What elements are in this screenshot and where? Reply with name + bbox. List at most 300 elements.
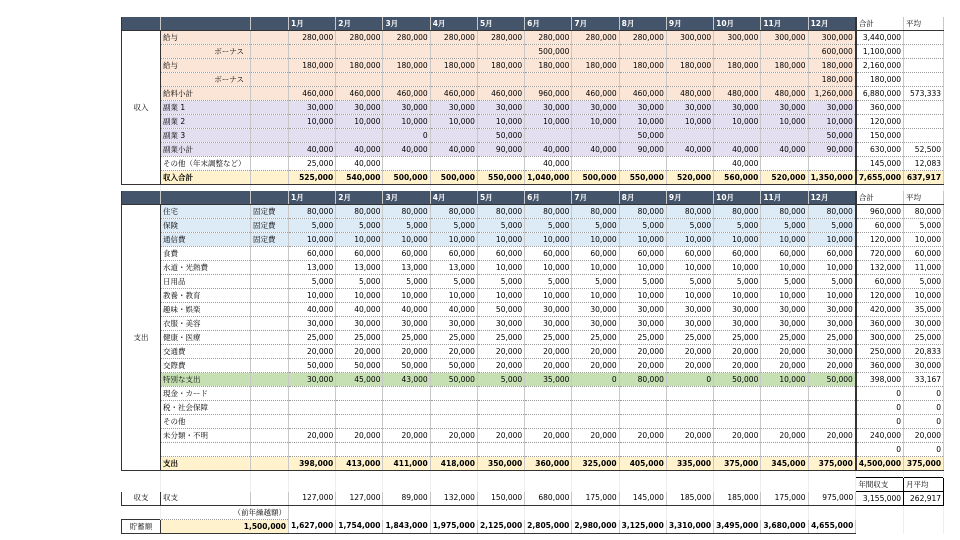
income-month-value[interactable]: 10,000 bbox=[430, 115, 477, 129]
expense-month-value[interactable]: 20,000 bbox=[477, 429, 524, 443]
expense-month-value[interactable] bbox=[525, 443, 572, 457]
expense-month-value[interactable]: 20,000 bbox=[761, 359, 808, 373]
income-month-value[interactable]: 40,000 bbox=[430, 143, 477, 157]
expense-month-value[interactable]: 10,000 bbox=[714, 233, 761, 247]
income-month-value[interactable] bbox=[477, 45, 524, 59]
expense-month-value[interactable] bbox=[383, 401, 430, 415]
expense-month-value[interactable]: 80,000 bbox=[619, 373, 666, 387]
expense-month-value[interactable] bbox=[430, 401, 477, 415]
expense-month-value[interactable]: 30,000 bbox=[572, 317, 619, 331]
expense-month-value[interactable]: 80,000 bbox=[430, 205, 477, 219]
expense-month-value[interactable]: 13,000 bbox=[430, 261, 477, 275]
expense-month-value[interactable]: 10,000 bbox=[430, 289, 477, 303]
income-month-value[interactable]: 180,000 bbox=[666, 59, 713, 73]
expense-month-value[interactable]: 5,000 bbox=[572, 219, 619, 233]
expense-month-value[interactable]: 25,000 bbox=[525, 331, 572, 345]
expense-month-value[interactable]: 50,000 bbox=[808, 373, 856, 387]
income-month-value[interactable]: 1,260,000 bbox=[808, 87, 856, 101]
expense-month-value[interactable]: 50,000 bbox=[430, 373, 477, 387]
expense-month-value[interactable]: 60,000 bbox=[336, 247, 383, 261]
income-month-value[interactable]: 460,000 bbox=[336, 87, 383, 101]
expense-month-value[interactable]: 30,000 bbox=[572, 303, 619, 317]
expense-month-value[interactable]: 5,000 bbox=[572, 275, 619, 289]
expense-month-value[interactable] bbox=[714, 387, 761, 401]
income-month-value[interactable] bbox=[383, 45, 430, 59]
income-month-value[interactable] bbox=[761, 45, 808, 59]
expense-month-value[interactable]: 25,000 bbox=[619, 331, 666, 345]
expense-month-value[interactable]: 25,000 bbox=[289, 331, 336, 345]
income-month-value[interactable] bbox=[525, 129, 572, 143]
income-month-value[interactable]: 50,000 bbox=[477, 129, 524, 143]
income-month-value[interactable]: 180,000 bbox=[808, 73, 856, 87]
expense-month-value[interactable]: 20,000 bbox=[714, 359, 761, 373]
expense-month-value[interactable]: 10,000 bbox=[761, 289, 808, 303]
income-month-value[interactable]: 960,000 bbox=[525, 87, 572, 101]
expense-month-value[interactable]: 5,000 bbox=[430, 275, 477, 289]
expense-month-value[interactable]: 20,000 bbox=[666, 429, 713, 443]
expense-month-value[interactable]: 10,000 bbox=[761, 233, 808, 247]
expense-month-value[interactable]: 20,000 bbox=[761, 345, 808, 359]
income-month-value[interactable]: 540,000 bbox=[336, 171, 383, 185]
expense-month-value[interactable]: 30,000 bbox=[289, 373, 336, 387]
expense-month-value[interactable]: 5,000 bbox=[619, 275, 666, 289]
income-month-value[interactable]: 280,000 bbox=[430, 31, 477, 45]
savings-initial[interactable]: 1,500,000 bbox=[161, 520, 289, 534]
expense-month-value[interactable]: 80,000 bbox=[666, 205, 713, 219]
expense-month-value[interactable]: 10,000 bbox=[572, 289, 619, 303]
income-month-value[interactable] bbox=[714, 129, 761, 143]
income-month-value[interactable]: 40,000 bbox=[666, 143, 713, 157]
income-month-value[interactable] bbox=[430, 157, 477, 171]
expense-month-value[interactable]: 10,000 bbox=[666, 289, 713, 303]
expense-month-value[interactable]: 10,000 bbox=[761, 373, 808, 387]
income-month-value[interactable] bbox=[477, 157, 524, 171]
expense-month-value[interactable] bbox=[714, 401, 761, 415]
expense-month-value[interactable]: 0 bbox=[666, 373, 713, 387]
income-month-value[interactable]: 180,000 bbox=[714, 59, 761, 73]
balance-month-value[interactable]: 175,000 bbox=[761, 492, 808, 506]
expense-month-value[interactable]: 60,000 bbox=[808, 247, 856, 261]
balance-month-value[interactable]: 132,000 bbox=[430, 492, 477, 506]
expense-month-value[interactable]: 411,000 bbox=[383, 457, 430, 471]
income-month-value[interactable]: 600,000 bbox=[808, 45, 856, 59]
income-month-value[interactable]: 460,000 bbox=[477, 87, 524, 101]
expense-month-value[interactable]: 10,000 bbox=[477, 289, 524, 303]
income-month-value[interactable]: 500,000 bbox=[383, 171, 430, 185]
expense-month-value[interactable]: 50,000 bbox=[336, 359, 383, 373]
expense-month-value[interactable] bbox=[808, 387, 856, 401]
expense-month-value[interactable]: 5,000 bbox=[383, 219, 430, 233]
income-month-value[interactable]: 25,000 bbox=[289, 157, 336, 171]
expense-month-value[interactable]: 60,000 bbox=[477, 247, 524, 261]
income-month-value[interactable]: 520,000 bbox=[761, 171, 808, 185]
expense-month-value[interactable]: 20,000 bbox=[619, 345, 666, 359]
expense-month-value[interactable]: 20,000 bbox=[808, 429, 856, 443]
expense-month-value[interactable]: 25,000 bbox=[714, 331, 761, 345]
income-month-value[interactable] bbox=[666, 45, 713, 59]
expense-month-value[interactable]: 20,000 bbox=[714, 345, 761, 359]
income-month-value[interactable]: 180,000 bbox=[525, 59, 572, 73]
expense-month-value[interactable] bbox=[336, 387, 383, 401]
expense-month-value[interactable]: 40,000 bbox=[336, 303, 383, 317]
expense-month-value[interactable]: 30,000 bbox=[477, 317, 524, 331]
expense-month-value[interactable]: 60,000 bbox=[289, 247, 336, 261]
expense-month-value[interactable] bbox=[383, 415, 430, 429]
expense-month-value[interactable]: 405,000 bbox=[619, 457, 666, 471]
income-month-value[interactable]: 180,000 bbox=[383, 59, 430, 73]
income-month-value[interactable]: 280,000 bbox=[477, 31, 524, 45]
income-month-value[interactable]: 10,000 bbox=[714, 115, 761, 129]
expense-month-value[interactable]: 5,000 bbox=[525, 219, 572, 233]
expense-month-value[interactable]: 20,000 bbox=[430, 345, 477, 359]
expense-month-value[interactable]: 10,000 bbox=[572, 261, 619, 275]
income-month-value[interactable]: 40,000 bbox=[525, 157, 572, 171]
income-month-value[interactable]: 460,000 bbox=[289, 87, 336, 101]
income-month-value[interactable]: 40,000 bbox=[336, 143, 383, 157]
income-month-value[interactable]: 40,000 bbox=[572, 143, 619, 157]
expense-month-value[interactable] bbox=[808, 443, 856, 457]
expense-month-value[interactable]: 30,000 bbox=[525, 303, 572, 317]
balance-month-value[interactable]: 127,000 bbox=[289, 492, 336, 506]
expense-month-value[interactable]: 325,000 bbox=[572, 457, 619, 471]
income-month-value[interactable]: 300,000 bbox=[666, 31, 713, 45]
income-month-value[interactable]: 460,000 bbox=[430, 87, 477, 101]
income-month-value[interactable] bbox=[336, 129, 383, 143]
income-month-value[interactable]: 550,000 bbox=[477, 171, 524, 185]
expense-month-value[interactable]: 40,000 bbox=[289, 303, 336, 317]
expense-month-value[interactable]: 20,000 bbox=[525, 345, 572, 359]
expense-month-value[interactable]: 5,000 bbox=[714, 219, 761, 233]
expense-month-value[interactable]: 20,000 bbox=[430, 429, 477, 443]
expense-month-value[interactable]: 20,000 bbox=[619, 429, 666, 443]
expense-month-value[interactable]: 20,000 bbox=[572, 345, 619, 359]
expense-month-value[interactable]: 30,000 bbox=[761, 317, 808, 331]
income-month-value[interactable] bbox=[619, 45, 666, 59]
expense-month-value[interactable] bbox=[525, 387, 572, 401]
expense-month-value[interactable] bbox=[430, 387, 477, 401]
expense-month-value[interactable]: 13,000 bbox=[336, 261, 383, 275]
expense-month-value[interactable] bbox=[808, 401, 856, 415]
expense-month-value[interactable]: 80,000 bbox=[383, 205, 430, 219]
income-month-value[interactable] bbox=[714, 73, 761, 87]
expense-month-value[interactable] bbox=[761, 443, 808, 457]
expense-month-value[interactable]: 60,000 bbox=[761, 247, 808, 261]
income-month-value[interactable] bbox=[808, 157, 856, 171]
expense-month-value[interactable]: 30,000 bbox=[714, 317, 761, 331]
income-month-value[interactable]: 10,000 bbox=[619, 115, 666, 129]
expense-month-value[interactable]: 20,000 bbox=[666, 345, 713, 359]
expense-month-value[interactable]: 20,000 bbox=[714, 429, 761, 443]
expense-month-value[interactable] bbox=[666, 415, 713, 429]
expense-month-value[interactable] bbox=[289, 401, 336, 415]
expense-month-value[interactable] bbox=[430, 415, 477, 429]
expense-month-value[interactable]: 80,000 bbox=[572, 205, 619, 219]
income-month-value[interactable]: 280,000 bbox=[289, 31, 336, 45]
income-month-value[interactable] bbox=[289, 129, 336, 143]
expense-month-value[interactable]: 10,000 bbox=[289, 289, 336, 303]
expense-month-value[interactable]: 20,000 bbox=[572, 429, 619, 443]
expense-month-value[interactable]: 13,000 bbox=[289, 261, 336, 275]
expense-month-value[interactable] bbox=[525, 415, 572, 429]
income-month-value[interactable]: 90,000 bbox=[808, 143, 856, 157]
expense-month-value[interactable] bbox=[572, 415, 619, 429]
expense-month-value[interactable]: 5,000 bbox=[666, 219, 713, 233]
income-month-value[interactable]: 40,000 bbox=[383, 143, 430, 157]
expense-month-value[interactable] bbox=[572, 401, 619, 415]
expense-month-value[interactable]: 80,000 bbox=[525, 205, 572, 219]
expense-month-value[interactable]: 60,000 bbox=[714, 247, 761, 261]
expense-month-value[interactable]: 20,000 bbox=[336, 345, 383, 359]
income-month-value[interactable]: 460,000 bbox=[619, 87, 666, 101]
income-month-value[interactable] bbox=[430, 45, 477, 59]
expense-month-value[interactable]: 10,000 bbox=[619, 233, 666, 247]
income-month-value[interactable]: 40,000 bbox=[761, 143, 808, 157]
income-month-value[interactable] bbox=[714, 45, 761, 59]
income-month-value[interactable]: 300,000 bbox=[808, 31, 856, 45]
expense-month-value[interactable]: 30,000 bbox=[761, 303, 808, 317]
expense-month-value[interactable]: 10,000 bbox=[336, 233, 383, 247]
income-month-value[interactable]: 30,000 bbox=[289, 101, 336, 115]
income-month-value[interactable]: 40,000 bbox=[525, 143, 572, 157]
expense-month-value[interactable] bbox=[477, 387, 524, 401]
expense-month-value[interactable]: 30,000 bbox=[525, 317, 572, 331]
income-month-value[interactable]: 30,000 bbox=[714, 101, 761, 115]
expense-month-value[interactable] bbox=[619, 401, 666, 415]
expense-month-value[interactable]: 5,000 bbox=[383, 275, 430, 289]
expense-month-value[interactable]: 10,000 bbox=[666, 261, 713, 275]
income-month-value[interactable] bbox=[572, 73, 619, 87]
expense-month-value[interactable]: 13,000 bbox=[383, 261, 430, 275]
income-month-value[interactable]: 50,000 bbox=[808, 129, 856, 143]
expense-month-value[interactable]: 10,000 bbox=[525, 233, 572, 247]
expense-month-value[interactable]: 30,000 bbox=[808, 317, 856, 331]
income-month-value[interactable] bbox=[572, 129, 619, 143]
expense-month-value[interactable]: 10,000 bbox=[525, 261, 572, 275]
income-month-value[interactable] bbox=[289, 73, 336, 87]
expense-month-value[interactable]: 45,000 bbox=[336, 373, 383, 387]
expense-month-value[interactable]: 60,000 bbox=[383, 247, 430, 261]
expense-month-value[interactable]: 80,000 bbox=[714, 205, 761, 219]
expense-month-value[interactable]: 10,000 bbox=[572, 233, 619, 247]
expense-month-value[interactable]: 10,000 bbox=[761, 261, 808, 275]
expense-month-value[interactable]: 10,000 bbox=[336, 289, 383, 303]
expense-month-value[interactable]: 30,000 bbox=[336, 317, 383, 331]
income-month-value[interactable]: 180,000 bbox=[336, 59, 383, 73]
expense-month-value[interactable]: 5,000 bbox=[336, 219, 383, 233]
expense-month-value[interactable]: 80,000 bbox=[336, 205, 383, 219]
expense-month-value[interactable] bbox=[761, 401, 808, 415]
expense-month-value[interactable]: 5,000 bbox=[477, 275, 524, 289]
expense-month-value[interactable]: 80,000 bbox=[289, 205, 336, 219]
expense-month-value[interactable]: 30,000 bbox=[619, 317, 666, 331]
expense-month-value[interactable]: 20,000 bbox=[808, 359, 856, 373]
expense-month-value[interactable]: 60,000 bbox=[619, 247, 666, 261]
expense-month-value[interactable]: 50,000 bbox=[430, 359, 477, 373]
income-month-value[interactable]: 40,000 bbox=[714, 143, 761, 157]
income-month-value[interactable] bbox=[525, 73, 572, 87]
income-month-value[interactable]: 550,000 bbox=[619, 171, 666, 185]
expense-month-value[interactable]: 10,000 bbox=[383, 233, 430, 247]
income-month-value[interactable]: 40,000 bbox=[714, 157, 761, 171]
expense-month-value[interactable]: 10,000 bbox=[525, 289, 572, 303]
expense-month-value[interactable]: 50,000 bbox=[477, 303, 524, 317]
expense-month-value[interactable] bbox=[761, 415, 808, 429]
expense-month-value[interactable]: 5,000 bbox=[761, 219, 808, 233]
income-month-value[interactable]: 10,000 bbox=[808, 115, 856, 129]
expense-month-value[interactable] bbox=[477, 415, 524, 429]
expense-month-value[interactable]: 25,000 bbox=[808, 331, 856, 345]
balance-month-value[interactable]: 89,000 bbox=[383, 492, 430, 506]
income-month-value[interactable] bbox=[619, 157, 666, 171]
expense-month-value[interactable]: 40,000 bbox=[430, 303, 477, 317]
expense-month-value[interactable]: 10,000 bbox=[289, 233, 336, 247]
expense-month-value[interactable]: 20,000 bbox=[477, 345, 524, 359]
income-month-value[interactable]: 50,000 bbox=[619, 129, 666, 143]
expense-month-value[interactable]: 20,000 bbox=[289, 345, 336, 359]
income-month-value[interactable]: 30,000 bbox=[383, 101, 430, 115]
expense-month-value[interactable] bbox=[808, 415, 856, 429]
income-month-value[interactable] bbox=[761, 129, 808, 143]
expense-month-value[interactable]: 5,000 bbox=[761, 275, 808, 289]
income-month-value[interactable]: 10,000 bbox=[383, 115, 430, 129]
balance-month-value[interactable]: 975,000 bbox=[808, 492, 856, 506]
expense-month-value[interactable]: 5,000 bbox=[808, 275, 856, 289]
expense-month-value[interactable]: 360,000 bbox=[525, 457, 572, 471]
expense-month-value[interactable]: 60,000 bbox=[666, 247, 713, 261]
expense-month-value[interactable]: 398,000 bbox=[289, 457, 336, 471]
income-month-value[interactable] bbox=[336, 73, 383, 87]
expense-month-value[interactable]: 10,000 bbox=[808, 233, 856, 247]
expense-month-value[interactable]: 25,000 bbox=[430, 331, 477, 345]
income-month-value[interactable] bbox=[336, 45, 383, 59]
expense-month-value[interactable]: 20,000 bbox=[525, 429, 572, 443]
income-month-value[interactable] bbox=[666, 157, 713, 171]
income-month-value[interactable] bbox=[666, 73, 713, 87]
expense-month-value[interactable] bbox=[383, 387, 430, 401]
expense-month-value[interactable]: 375,000 bbox=[808, 457, 856, 471]
expense-month-value[interactable]: 345,000 bbox=[761, 457, 808, 471]
expense-month-value[interactable]: 20,000 bbox=[761, 429, 808, 443]
income-month-value[interactable]: 500,000 bbox=[430, 171, 477, 185]
expense-month-value[interactable]: 0 bbox=[572, 373, 619, 387]
expense-month-value[interactable] bbox=[336, 415, 383, 429]
expense-month-value[interactable] bbox=[619, 443, 666, 457]
expense-month-value[interactable] bbox=[761, 387, 808, 401]
expense-month-value[interactable]: 10,000 bbox=[430, 233, 477, 247]
expense-month-value[interactable] bbox=[430, 443, 477, 457]
balance-month-value[interactable]: 185,000 bbox=[714, 492, 761, 506]
expense-month-value[interactable] bbox=[289, 387, 336, 401]
expense-month-value[interactable]: 20,000 bbox=[289, 429, 336, 443]
expense-month-value[interactable] bbox=[666, 387, 713, 401]
expense-month-value[interactable]: 25,000 bbox=[336, 331, 383, 345]
expense-month-value[interactable]: 30,000 bbox=[808, 303, 856, 317]
income-month-value[interactable]: 520,000 bbox=[666, 171, 713, 185]
expense-month-value[interactable]: 30,000 bbox=[619, 303, 666, 317]
expense-month-value[interactable]: 5,000 bbox=[666, 275, 713, 289]
expense-month-value[interactable]: 375,000 bbox=[714, 457, 761, 471]
expense-month-value[interactable]: 10,000 bbox=[619, 261, 666, 275]
expense-month-value[interactable]: 80,000 bbox=[477, 205, 524, 219]
expense-month-value[interactable]: 5,000 bbox=[808, 219, 856, 233]
income-month-value[interactable]: 30,000 bbox=[336, 101, 383, 115]
expense-month-value[interactable] bbox=[289, 415, 336, 429]
expense-month-value[interactable]: 50,000 bbox=[289, 359, 336, 373]
expense-month-value[interactable] bbox=[666, 443, 713, 457]
expense-month-value[interactable] bbox=[572, 443, 619, 457]
expense-month-value[interactable]: 10,000 bbox=[666, 233, 713, 247]
expense-month-value[interactable]: 20,000 bbox=[666, 359, 713, 373]
income-month-value[interactable]: 30,000 bbox=[808, 101, 856, 115]
expense-month-value[interactable]: 25,000 bbox=[666, 331, 713, 345]
expense-month-value[interactable]: 25,000 bbox=[477, 331, 524, 345]
expense-month-value[interactable] bbox=[336, 401, 383, 415]
income-month-value[interactable]: 10,000 bbox=[525, 115, 572, 129]
income-month-value[interactable] bbox=[572, 157, 619, 171]
income-month-value[interactable]: 180,000 bbox=[430, 59, 477, 73]
income-month-value[interactable]: 300,000 bbox=[761, 31, 808, 45]
income-month-value[interactable]: 280,000 bbox=[572, 31, 619, 45]
income-month-value[interactable]: 30,000 bbox=[666, 101, 713, 115]
expense-month-value[interactable]: 10,000 bbox=[383, 289, 430, 303]
expense-month-value[interactable]: 30,000 bbox=[714, 303, 761, 317]
expense-month-value[interactable] bbox=[714, 443, 761, 457]
expense-month-value[interactable]: 10,000 bbox=[619, 289, 666, 303]
expense-month-value[interactable]: 5,000 bbox=[477, 373, 524, 387]
income-month-value[interactable]: 480,000 bbox=[666, 87, 713, 101]
expense-month-value[interactable]: 335,000 bbox=[666, 457, 713, 471]
income-month-value[interactable]: 10,000 bbox=[477, 115, 524, 129]
expense-month-value[interactable]: 10,000 bbox=[714, 261, 761, 275]
income-month-value[interactable]: 180,000 bbox=[808, 59, 856, 73]
expense-month-value[interactable]: 5,000 bbox=[619, 219, 666, 233]
balance-month-value[interactable]: 175,000 bbox=[572, 492, 619, 506]
expense-month-value[interactable]: 10,000 bbox=[808, 261, 856, 275]
expense-month-value[interactable]: 40,000 bbox=[383, 303, 430, 317]
income-month-value[interactable]: 90,000 bbox=[619, 143, 666, 157]
expense-month-value[interactable]: 10,000 bbox=[808, 289, 856, 303]
income-month-value[interactable] bbox=[430, 73, 477, 87]
income-month-value[interactable] bbox=[666, 129, 713, 143]
income-month-value[interactable]: 280,000 bbox=[525, 31, 572, 45]
income-month-value[interactable]: 10,000 bbox=[289, 115, 336, 129]
expense-month-value[interactable]: 60,000 bbox=[572, 247, 619, 261]
expense-month-value[interactable]: 10,000 bbox=[477, 261, 524, 275]
balance-month-value[interactable]: 145,000 bbox=[619, 492, 666, 506]
expense-month-value[interactable]: 25,000 bbox=[383, 331, 430, 345]
expense-month-value[interactable]: 80,000 bbox=[808, 205, 856, 219]
expense-month-value[interactable]: 30,000 bbox=[666, 317, 713, 331]
expense-month-value[interactable]: 25,000 bbox=[761, 331, 808, 345]
income-month-value[interactable]: 180,000 bbox=[572, 59, 619, 73]
income-month-value[interactable] bbox=[619, 73, 666, 87]
expense-month-value[interactable]: 35,000 bbox=[525, 373, 572, 387]
expense-month-value[interactable] bbox=[619, 415, 666, 429]
expense-month-value[interactable] bbox=[619, 387, 666, 401]
income-month-value[interactable]: 30,000 bbox=[761, 101, 808, 115]
expense-month-value[interactable]: 80,000 bbox=[619, 205, 666, 219]
expense-month-value[interactable]: 413,000 bbox=[336, 457, 383, 471]
expense-month-value[interactable]: 10,000 bbox=[477, 233, 524, 247]
income-month-value[interactable]: 40,000 bbox=[289, 143, 336, 157]
income-month-value[interactable]: 1,040,000 bbox=[525, 171, 572, 185]
expense-month-value[interactable]: 30,000 bbox=[430, 317, 477, 331]
income-month-value[interactable]: 10,000 bbox=[666, 115, 713, 129]
income-month-value[interactable]: 300,000 bbox=[714, 31, 761, 45]
income-month-value[interactable]: 525,000 bbox=[289, 171, 336, 185]
income-month-value[interactable] bbox=[383, 157, 430, 171]
income-month-value[interactable] bbox=[477, 73, 524, 87]
